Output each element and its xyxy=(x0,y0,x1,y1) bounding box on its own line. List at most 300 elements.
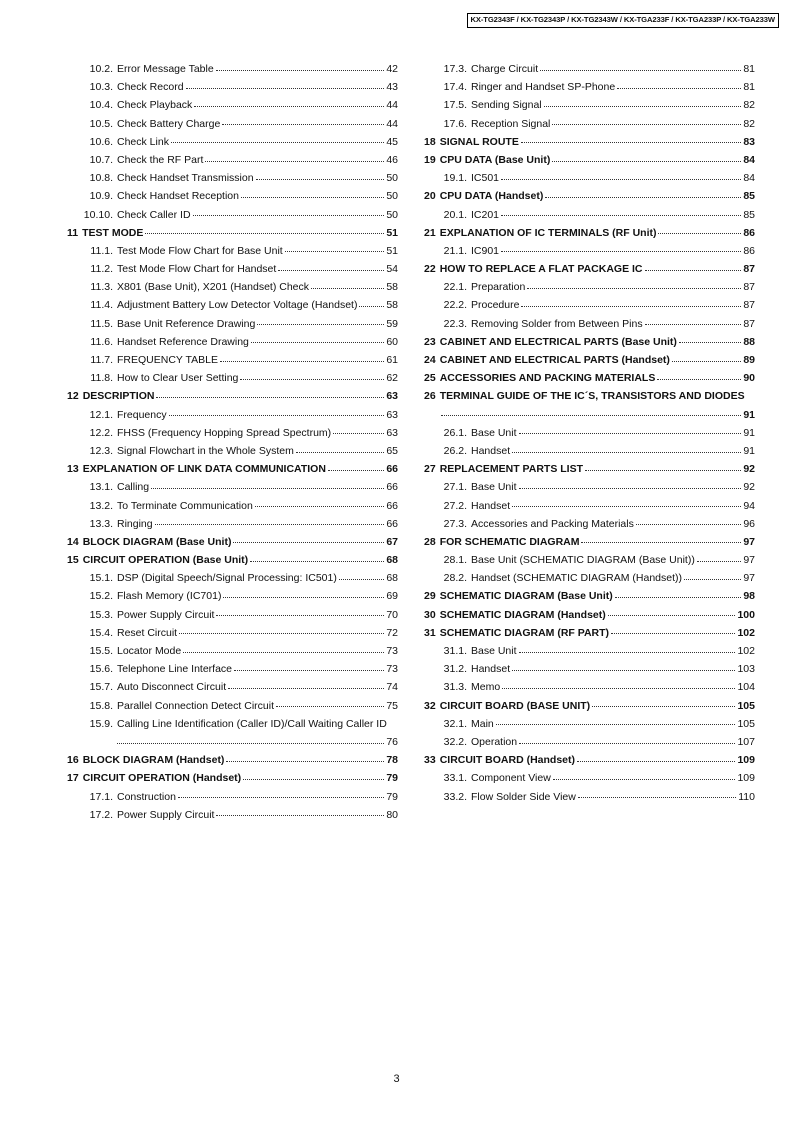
toc-entry-title: FHSS (Frequency Hopping Spread Spectrum) xyxy=(117,426,332,439)
toc-entry-number: 10.6. xyxy=(89,135,113,148)
toc-subsection-entry[interactable] xyxy=(67,606,398,624)
toc-subsection-entry[interactable] xyxy=(424,78,755,96)
toc-subsection-entry[interactable] xyxy=(424,678,755,696)
toc-subsection-entry[interactable] xyxy=(424,206,755,224)
toc-entry-page: 69 xyxy=(386,590,398,603)
toc-subsection-entry[interactable] xyxy=(424,642,755,660)
toc-subsection-entry[interactable] xyxy=(67,587,398,605)
toc-entry-title: Reception Signal xyxy=(471,117,551,130)
toc-subsection-entry[interactable] xyxy=(67,133,398,151)
toc-entry-title: Ringer and Handset SP-Phone xyxy=(471,81,616,94)
toc-subsection-entry[interactable] xyxy=(424,315,755,333)
toc-subsection-entry[interactable] xyxy=(424,242,755,260)
dot-leader xyxy=(226,761,384,762)
toc-subsection-entry[interactable] xyxy=(424,660,755,678)
toc-subsection-entry[interactable] xyxy=(424,569,755,587)
toc-entry-page: 61 xyxy=(386,354,398,366)
toc-entry-page: 80 xyxy=(386,808,398,821)
toc-entry-title: Handset (SCHEMATIC DIAGRAM (Handset)) xyxy=(471,572,683,585)
toc-entry-number: 13.2. xyxy=(89,499,113,512)
toc-entry-title: Locator Mode xyxy=(117,645,182,657)
toc-subsection-entry[interactable] xyxy=(67,78,398,96)
toc-subsection-entry[interactable] xyxy=(424,96,755,114)
toc-entry-number: 20.1. xyxy=(443,208,467,221)
toc-subsection-entry[interactable] xyxy=(67,497,398,515)
toc-subsection-entry[interactable] xyxy=(424,424,755,442)
dot-leader xyxy=(645,270,742,271)
toc-entry-page: 50 xyxy=(386,172,398,185)
toc-entry-title: Check Playback xyxy=(117,99,193,112)
toc-section-entry[interactable] xyxy=(67,224,398,242)
toc-entry-title: Frequency xyxy=(117,408,167,421)
toc-entry-number: 31.3. xyxy=(443,681,467,694)
toc-entry-number: 12.1. xyxy=(89,408,113,421)
toc-entry-number: 10.3. xyxy=(89,81,113,94)
toc-entry-page: 91 xyxy=(743,408,755,421)
toc-entry-page: 98 xyxy=(743,590,755,603)
toc-entry-number: 11.3. xyxy=(90,281,113,294)
toc-entry-number: 27.2. xyxy=(443,499,467,512)
toc-entry-title: HOW TO REPLACE A FLAT PACKAGE IC xyxy=(439,263,643,276)
toc-section-entry[interactable] xyxy=(424,751,755,769)
toc-entry-page: 73 xyxy=(386,645,398,657)
toc-entry-title: X801 (Base Unit), X201 (Handset) Check xyxy=(117,281,310,294)
toc-entry-title: EXPLANATION OF IC TERMINALS (RF Unit) xyxy=(439,226,657,239)
dot-leader xyxy=(578,797,736,798)
toc-subsection-entry[interactable] xyxy=(424,515,755,533)
toc-entry-title: CPU DATA (Base Unit) xyxy=(439,153,551,166)
toc-subsection-entry[interactable] xyxy=(424,442,755,460)
toc-entry-page: 84 xyxy=(743,172,755,185)
toc-subsection-entry[interactable] xyxy=(67,624,398,642)
dot-leader xyxy=(328,470,384,471)
toc-entry-page: 63 xyxy=(386,408,398,421)
toc-entry-title: Base Unit xyxy=(471,645,517,657)
toc-entry-page: 109 xyxy=(737,754,755,767)
toc-subsection-entry[interactable] xyxy=(67,260,398,278)
toc-entry-number: 15.8. xyxy=(89,699,113,712)
toc-entry-number: 11 xyxy=(67,226,79,239)
toc-section-entry[interactable] xyxy=(424,533,755,551)
toc-section-entry[interactable] xyxy=(67,460,398,478)
toc-subsection-entry[interactable] xyxy=(67,515,398,533)
toc-entry-page: 70 xyxy=(386,608,398,621)
toc-entry-number: 10.2. xyxy=(89,63,113,75)
dot-leader xyxy=(256,179,385,180)
toc-entry-title: Check Handset Transmission xyxy=(117,172,254,185)
dot-leader xyxy=(250,561,384,562)
toc-entry-page: 104 xyxy=(737,681,755,694)
toc-entry-page: 44 xyxy=(386,99,398,112)
toc-subsection-entry[interactable] xyxy=(67,369,398,387)
toc-entry-number: 33.2. xyxy=(443,790,467,803)
toc-entry-continuation xyxy=(67,733,398,751)
toc-subsection-entry[interactable] xyxy=(424,115,755,133)
toc-subsection-entry[interactable] xyxy=(424,169,755,187)
toc-section-entry[interactable] xyxy=(424,460,755,478)
dot-leader xyxy=(222,124,384,125)
toc-subsection-entry[interactable] xyxy=(67,642,398,660)
dot-leader xyxy=(521,306,741,307)
toc-section-entry[interactable] xyxy=(424,369,755,387)
dot-leader xyxy=(553,779,736,780)
dot-leader xyxy=(501,215,741,216)
dot-leader xyxy=(502,688,735,689)
toc-entry-number: 10.7. xyxy=(89,153,113,166)
toc-subsection-entry[interactable] xyxy=(67,206,398,224)
toc-entry-page: 60 xyxy=(386,335,398,348)
toc-entry-title: FREQUENCY TABLE xyxy=(117,354,218,366)
toc-subsection-entry[interactable] xyxy=(67,169,398,187)
dot-leader xyxy=(178,797,384,798)
toc-subsection-entry[interactable] xyxy=(67,442,398,460)
toc-entry-title: Removing Solder from Between Pins xyxy=(471,317,643,330)
toc-subsection-entry[interactable] xyxy=(424,788,755,806)
dot-leader xyxy=(697,561,741,562)
toc-subsection-entry[interactable] xyxy=(67,406,398,424)
toc-entry-page: 84 xyxy=(743,153,755,166)
dot-leader xyxy=(233,542,384,543)
toc-subsection-entry[interactable] xyxy=(67,187,398,205)
dot-leader xyxy=(223,597,384,598)
dot-leader xyxy=(339,579,384,580)
toc-subsection-entry[interactable] xyxy=(67,715,398,733)
dot-leader xyxy=(592,706,735,707)
toc-entry-number: 30 xyxy=(424,608,436,621)
toc-entry-number: 13 xyxy=(67,463,79,476)
toc-entry-number: 32.2. xyxy=(443,735,467,748)
toc-subsection-entry[interactable] xyxy=(424,733,755,751)
toc-section-entry[interactable] xyxy=(424,387,755,405)
toc-subsection-entry[interactable] xyxy=(67,278,398,296)
toc-subsection-entry[interactable] xyxy=(67,788,398,806)
toc-entry-title: To Terminate Communication xyxy=(117,499,253,512)
dot-leader xyxy=(216,615,384,616)
toc-entry-title: Signal Flowchart in the Whole System xyxy=(117,444,294,457)
toc-subsection-entry[interactable] xyxy=(67,678,398,696)
toc-subsection-entry[interactable] xyxy=(67,806,398,824)
toc-entry-page: 62 xyxy=(386,372,398,385)
toc-section-entry[interactable] xyxy=(424,133,755,151)
toc-entry-page: 102 xyxy=(737,626,755,639)
toc-subsection-entry[interactable] xyxy=(67,296,398,314)
toc-entry-number: 12 xyxy=(67,390,79,403)
toc-entry-page: 76 xyxy=(386,735,398,748)
toc-section-entry[interactable] xyxy=(424,187,755,205)
dot-leader xyxy=(552,124,741,125)
toc-entry-number: 27.3. xyxy=(443,517,467,530)
dot-leader xyxy=(672,361,741,362)
toc-entry-page: 73 xyxy=(386,663,398,676)
dot-leader xyxy=(519,743,735,744)
toc-entry-number: 15.4. xyxy=(89,626,113,639)
toc-entry-number: 10.10. xyxy=(83,208,113,221)
toc-entry-title: Main xyxy=(471,717,494,730)
toc-entry-number: 17.6. xyxy=(443,117,467,130)
dot-leader xyxy=(205,161,384,162)
toc-entry-title: Construction xyxy=(117,790,176,803)
toc-section-entry[interactable] xyxy=(67,387,398,405)
toc-subsection-entry[interactable] xyxy=(67,351,398,369)
toc-section-entry[interactable] xyxy=(67,533,398,551)
toc-subsection-entry[interactable] xyxy=(67,660,398,678)
toc-entry-number: 16 xyxy=(67,754,79,767)
toc-entry-title: SIGNAL ROUTE xyxy=(439,135,519,148)
toc-entry-number: 31.1. xyxy=(443,645,467,657)
toc-entry-number: 13.1. xyxy=(89,481,113,494)
toc-subsection-entry[interactable] xyxy=(424,715,755,733)
toc-entry-number: 10.5. xyxy=(89,117,113,130)
toc-entry-title: Base Unit xyxy=(471,481,517,494)
toc-section-entry[interactable] xyxy=(424,587,755,605)
dot-leader xyxy=(519,488,742,489)
toc-entry-number: 28 xyxy=(424,535,436,548)
toc-entry-title: Operation xyxy=(471,735,518,748)
dot-leader xyxy=(183,652,384,653)
toc-entry-number: 15.3. xyxy=(89,608,113,621)
toc-subsection-entry[interactable] xyxy=(67,697,398,715)
toc-entry-page: 58 xyxy=(386,281,398,294)
dot-leader xyxy=(521,142,741,143)
toc-entry-page: 72 xyxy=(386,626,398,639)
toc-entry-page: 88 xyxy=(743,335,755,348)
toc-section-entry[interactable] xyxy=(424,333,755,351)
dot-leader xyxy=(228,688,384,689)
toc-section-entry[interactable] xyxy=(424,260,755,278)
toc-entry-title: Adjustment Battery Low Detector Voltage (Handset) xyxy=(117,299,358,312)
toc-section-entry[interactable] xyxy=(424,697,755,715)
toc-entry-title: Auto Disconnect Circuit xyxy=(117,681,227,694)
toc-entry-number: 19.1. xyxy=(443,172,467,185)
toc-entry-title: Handset xyxy=(471,499,511,512)
toc-entry-page: 83 xyxy=(743,135,755,148)
toc-entry-number: 33.1. xyxy=(443,772,467,785)
toc-entry-number: 31 xyxy=(424,626,436,639)
toc-entry-number: 15.6. xyxy=(89,663,113,676)
toc-entry-page: 68 xyxy=(386,572,398,585)
toc-entry-title: EXPLANATION OF LINK DATA COMMUNICATION xyxy=(82,463,326,476)
toc-entry-title: BLOCK DIAGRAM (Base Unit) xyxy=(82,535,232,548)
toc-subsection-entry[interactable] xyxy=(67,333,398,351)
toc-entry-title: Calling xyxy=(117,481,150,494)
toc-subsection-entry[interactable] xyxy=(67,424,398,442)
toc-entry-number: 28.2. xyxy=(443,572,467,585)
dot-leader xyxy=(117,743,384,744)
dot-leader xyxy=(276,706,384,707)
toc-entry-page: 90 xyxy=(743,372,755,385)
toc-section-entry[interactable] xyxy=(424,151,755,169)
toc-entry-page: 87 xyxy=(743,317,755,330)
toc-entry-number: 21.1. xyxy=(443,244,467,257)
toc-entry-title: IC501 xyxy=(471,172,500,185)
toc-entry-page: 59 xyxy=(386,317,398,330)
toc-entry-title: Reset Circuit xyxy=(117,626,178,639)
toc-entry-title: REPLACEMENT PARTS LIST xyxy=(439,463,583,476)
toc-section-entry[interactable] xyxy=(424,351,755,369)
toc-subsection-entry[interactable] xyxy=(424,478,755,496)
toc-entry-page: 107 xyxy=(737,735,755,748)
toc-entry-page: 50 xyxy=(386,190,398,203)
toc-entry-title: Memo xyxy=(471,681,501,694)
toc-entry-page: 75 xyxy=(386,699,398,712)
toc-entry-title: Test Mode Flow Chart for Handset xyxy=(117,263,277,276)
toc-entry-title: Flash Memory (IC701) xyxy=(117,590,222,603)
toc-entry-page: 97 xyxy=(743,535,755,548)
toc-entry-number: 11.8. xyxy=(90,372,113,385)
toc-entry-number: 15.2. xyxy=(89,590,113,603)
dot-leader xyxy=(359,306,384,307)
toc-subsection-entry[interactable] xyxy=(424,60,755,78)
dot-leader xyxy=(243,779,384,780)
toc-entry-title: Power Supply Circuit xyxy=(117,608,215,621)
toc-entry-number: 27 xyxy=(424,463,436,476)
toc-entry-page: 87 xyxy=(743,299,755,312)
toc-entry-title: DESCRIPTION xyxy=(82,390,155,403)
dot-leader xyxy=(220,361,384,362)
toc-subsection-entry[interactable] xyxy=(67,115,398,133)
toc-entry-title: Check the RF Part xyxy=(117,153,204,166)
toc-section-entry[interactable] xyxy=(67,551,398,569)
toc-entry-title: Handset xyxy=(471,444,511,457)
toc-entry-page: 79 xyxy=(386,772,398,785)
toc-entry-page: 51 xyxy=(386,226,398,239)
toc-entry-page: 67 xyxy=(386,535,398,548)
toc-entry-page: 66 xyxy=(386,517,398,530)
toc-entry-page: 102 xyxy=(737,645,755,657)
toc-entry-number: 22.2. xyxy=(443,299,467,312)
toc-entry-number: 18 xyxy=(424,135,436,148)
toc-entry-number: 19 xyxy=(424,153,436,166)
toc-entry-page: 42 xyxy=(386,63,398,75)
toc-entry-title: IC901 xyxy=(471,244,500,257)
toc-subsection-entry[interactable] xyxy=(424,296,755,314)
dot-leader xyxy=(156,397,384,398)
toc-subsection-entry[interactable] xyxy=(424,497,755,515)
toc-subsection-entry[interactable] xyxy=(424,551,755,569)
toc-entry-page: 109 xyxy=(737,772,755,785)
toc-entry-number: 12.2. xyxy=(89,426,113,439)
toc-entry-number: 17.5. xyxy=(443,99,467,112)
toc-entry-number: 31.2. xyxy=(443,663,467,676)
dot-leader xyxy=(501,251,741,252)
toc-entry-page: 63 xyxy=(386,390,398,403)
dot-leader xyxy=(527,288,741,289)
toc-entry-number: 32.1. xyxy=(443,717,467,730)
dot-leader xyxy=(645,324,742,325)
toc-entry-title: IC201 xyxy=(471,208,500,221)
toc-entry-title: Handset Reference Drawing xyxy=(117,335,249,348)
toc-subsection-entry[interactable] xyxy=(67,151,398,169)
toc-entry-title: CPU DATA (Handset) xyxy=(439,190,544,203)
dot-leader xyxy=(145,233,384,234)
toc-entry-number: 11.2. xyxy=(90,263,113,276)
toc-entry-page: 85 xyxy=(743,208,755,221)
toc-entry-number: 17.1. xyxy=(89,790,113,803)
dot-leader xyxy=(540,70,741,71)
toc-entry-page: 45 xyxy=(386,135,398,148)
toc-entry-title: Handset xyxy=(471,663,511,676)
toc-section-entry[interactable] xyxy=(424,606,755,624)
toc-subsection-entry[interactable] xyxy=(67,96,398,114)
toc-entry-page: 65 xyxy=(386,444,398,457)
dot-leader xyxy=(441,415,741,416)
toc-entry-title: CABINET AND ELECTRICAL PARTS (Handset) xyxy=(439,354,670,366)
toc-entry-number: 27.1. xyxy=(443,481,467,494)
toc-entry-page: 51 xyxy=(386,244,398,257)
toc-entry-page: 89 xyxy=(743,354,755,366)
dot-leader xyxy=(216,815,384,816)
toc-entry-number: 20 xyxy=(424,190,436,203)
toc-entry-page: 44 xyxy=(386,117,398,130)
toc-entry-page: 66 xyxy=(386,481,398,494)
toc-entry-number: 17.4. xyxy=(443,81,467,94)
toc-entry-number: 15.1. xyxy=(89,572,113,585)
toc-entry-number: 24 xyxy=(424,354,436,366)
toc-entry-page: 110 xyxy=(738,790,755,803)
toc-entry-page: 87 xyxy=(743,263,755,276)
dot-leader xyxy=(155,524,385,525)
toc-entry-number: 17 xyxy=(67,772,79,785)
toc-section-entry[interactable] xyxy=(67,769,398,787)
toc-entry-title: ACCESSORIES AND PACKING MATERIALS xyxy=(439,372,656,385)
toc-entry-page: 87 xyxy=(743,281,755,294)
toc-entry-number: 17.2. xyxy=(89,808,113,821)
dot-leader xyxy=(577,761,735,762)
toc-entry-number: 11.5. xyxy=(90,317,113,330)
toc-subsection-entry[interactable] xyxy=(67,478,398,496)
toc-entry-number: 15.5. xyxy=(89,645,113,657)
toc-entry-page: 63 xyxy=(386,426,398,439)
toc-entry-number: 15 xyxy=(67,554,79,567)
toc-entry-page: 50 xyxy=(386,208,398,221)
toc-entry-number: 15.7. xyxy=(89,681,113,694)
toc-subsection-entry[interactable] xyxy=(424,278,755,296)
model-header: KX-TG2343F / KX-TG2343P / KX-TG2343W / KX-TGA233F / KX-TGA233P / KX-TGA233W xyxy=(467,13,780,28)
dot-leader xyxy=(251,342,384,343)
toc-left-column xyxy=(67,60,398,824)
toc-entry-number: 13.3. xyxy=(89,517,113,530)
toc-subsection-entry[interactable] xyxy=(67,315,398,333)
toc-section-entry[interactable] xyxy=(67,751,398,769)
toc-section-entry[interactable] xyxy=(424,624,755,642)
toc-subsection-entry[interactable] xyxy=(424,769,755,787)
toc-section-entry[interactable] xyxy=(424,224,755,242)
toc-entry-title: Accessories and Packing Materials xyxy=(471,517,634,530)
toc-entry-title: Check Handset Reception xyxy=(117,190,239,203)
dot-leader xyxy=(241,197,384,198)
toc-subsection-entry[interactable] xyxy=(67,60,398,78)
toc-entry-number: 26.1. xyxy=(443,426,467,439)
dot-leader xyxy=(179,633,384,634)
toc-entry-page: 79 xyxy=(386,790,398,803)
toc-entry-number: 12.3. xyxy=(89,444,113,457)
toc-subsection-entry[interactable] xyxy=(67,569,398,587)
toc-entry-page: 105 xyxy=(737,717,755,730)
toc-entry-title: CIRCUIT OPERATION (Base Unit) xyxy=(82,554,249,567)
toc-entry-page: 74 xyxy=(386,681,398,694)
toc-entry-title: Check Caller ID xyxy=(117,208,191,221)
toc-entry-title: DSP (Digital Speech/Signal Processing: IC501) xyxy=(117,572,337,585)
toc-entry-title: Flow Solder Side View xyxy=(471,790,576,803)
toc-entry-page: 97 xyxy=(743,554,755,567)
toc-entry-title: Base Unit (SCHEMATIC DIAGRAM (Base Unit)) xyxy=(471,554,695,567)
toc-subsection-entry[interactable] xyxy=(67,242,398,260)
toc-entry-page: 66 xyxy=(386,463,398,476)
toc-entry-page: 92 xyxy=(743,463,755,476)
dot-leader xyxy=(512,670,735,671)
toc-entry-title: TEST MODE xyxy=(82,226,144,239)
toc-entry-title: SCHEMATIC DIAGRAM (RF PART) xyxy=(439,626,610,639)
